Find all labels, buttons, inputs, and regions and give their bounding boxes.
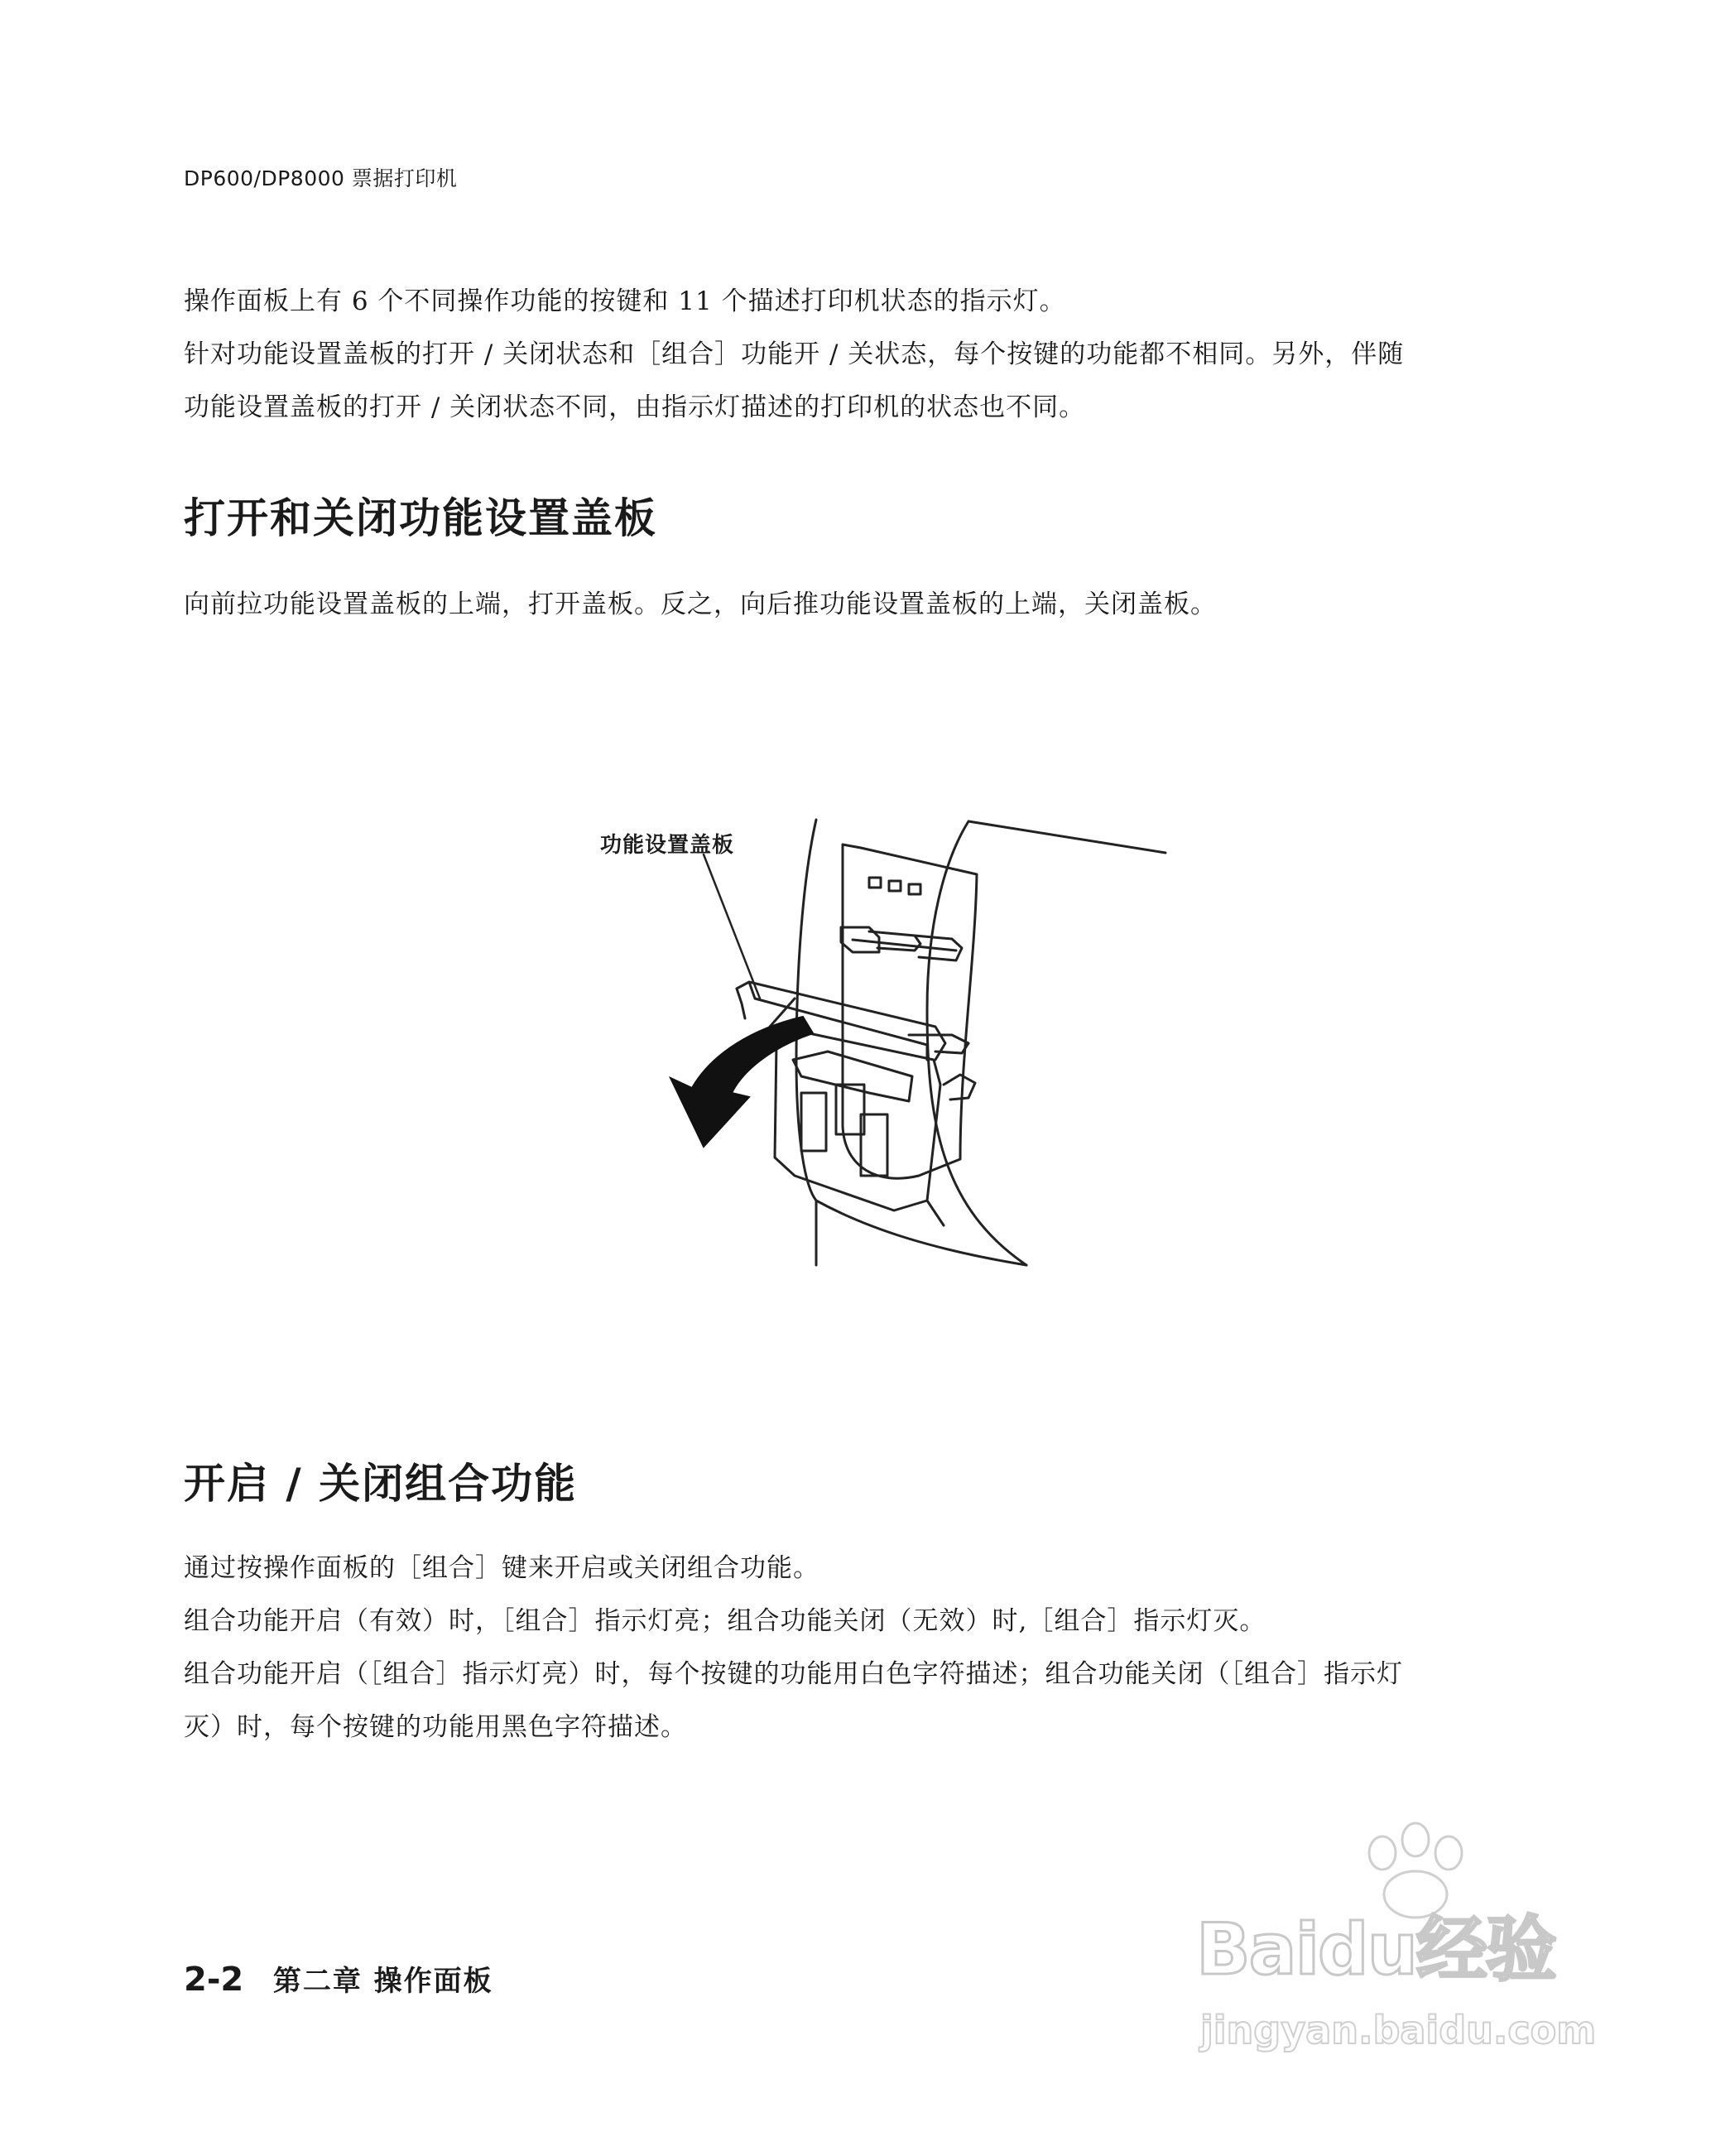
combo-line: 通过按操作面板的［组合］键来开启或关闭组合功能。 [184, 1553, 819, 1583]
combo-line: 灭）时，每个按键的功能用黑色字符描述。 [184, 1712, 687, 1742]
running-header: DP600/DP8000 票据打印机 [184, 166, 458, 190]
baidu-watermark [1196, 1822, 1627, 2103]
section-heading-cover: 打开和关闭功能设置盖板 [184, 494, 657, 542]
intro-paragraph [184, 275, 1550, 434]
watermark-logo: Baidu经验 [1196, 1908, 1555, 1991]
figure-label: 功能设置盖板 [600, 833, 735, 858]
chapter-title: 第二章 操作面板 [272, 1965, 493, 1998]
cover-paragraph [184, 578, 1550, 631]
watermark-site: jingyan.baidu.com [1200, 2008, 1597, 2053]
page-number: 2-2 [184, 1961, 244, 1999]
intro-line: 功能设置盖板的打开 / 关闭状态不同，由指示灯描述的打印机的状态也不同。 [184, 392, 1086, 422]
combo-line: 组合功能开启（有效）时，［组合］指示灯亮；组合功能关闭（无效）时,［组合］指示灯灭。 [184, 1606, 1266, 1636]
combo-line: 组合功能开启（［组合］指示灯亮）时，每个按键的功能用白色字符描述；组合功能关闭（［组合］指示灯 [184, 1659, 1403, 1689]
intro-line: 操作面板上有 6 个不同操作功能的按键和 11 个描述打印机状态的指示灯。 [184, 286, 1066, 316]
open-direction-arrow [670, 1017, 813, 1147]
section-heading-combo: 开启 / 关闭组合功能 [184, 1460, 578, 1508]
combo-paragraph [184, 1542, 1550, 1754]
page-footer [184, 1958, 493, 1999]
printer-panel-drawing [579, 811, 1192, 1275]
cover-line: 向前拉功能设置盖板的上端，打开盖板。反之，向后推功能设置盖板的上端，关闭盖板。 [184, 590, 1217, 619]
intro-line: 针对功能设置盖板的打开 / 关闭状态和［组合］功能开 / 关状态，每个按键的功能都不相同。另外，伴随 [184, 339, 1405, 369]
cover-illustration [579, 811, 1192, 1275]
